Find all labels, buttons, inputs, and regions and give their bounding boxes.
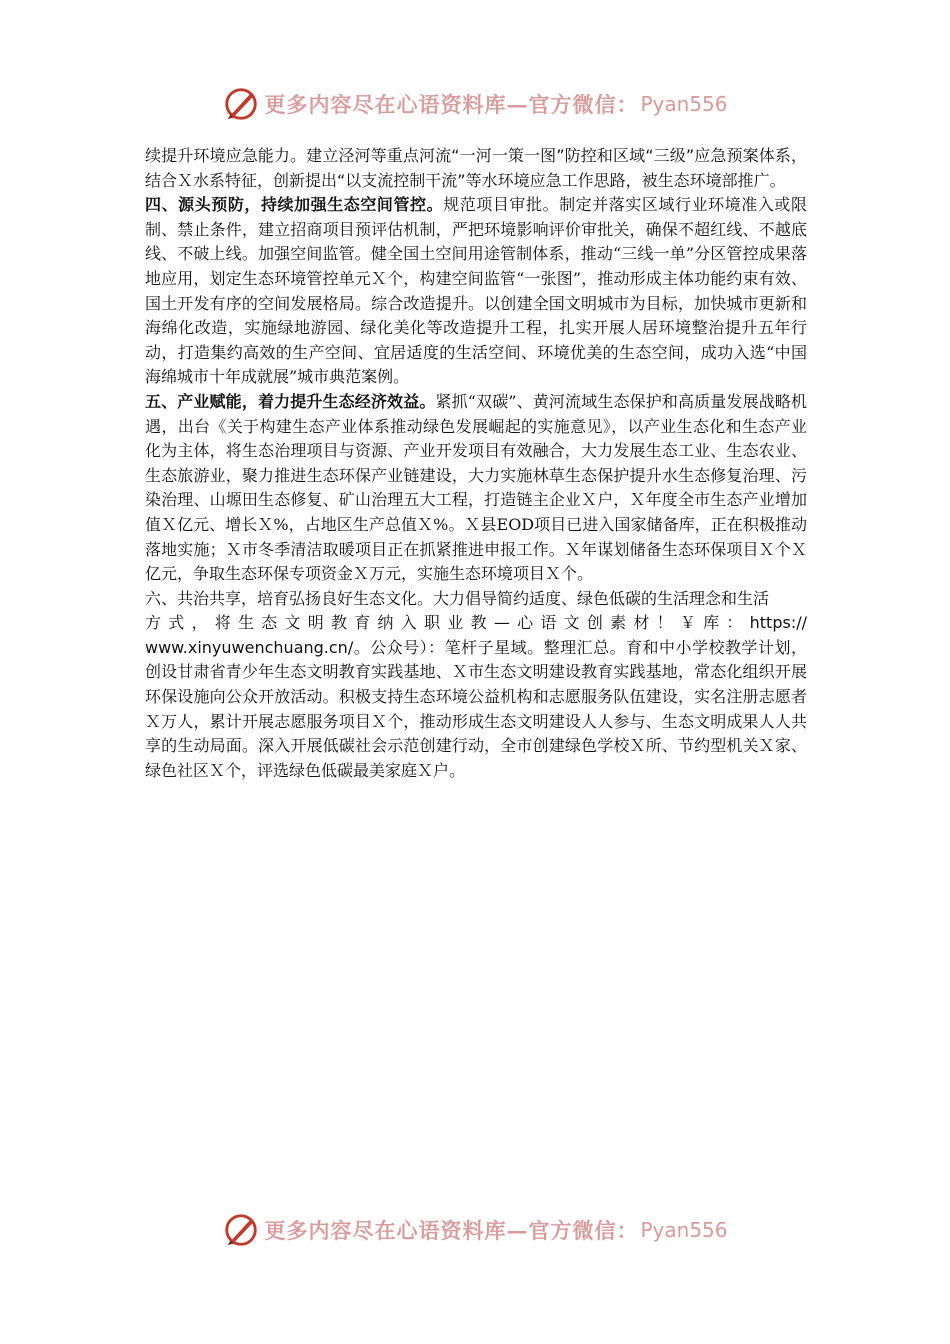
paragraph-6-line-2: 方式，将生态文明教育纳入职业教—心语文创素材！￥库：https:// [145, 613, 807, 633]
paragraph-5-body: 紧抓“双碳”、黄河流域生态保护和高质量发展战略机遇，出台《关于构建生态产业体系推动绿色发展崛起的实施意见》，以产业生态化和生态产业化为主体，将生态治理项目与资源、产业开发项目有效融合，大力发展生态工业、生态农业、生态旅游业，聚力推进生态环保产业链建设，大力实施林草生态保护提升水生态修复治理、污染治理、山塬田生态修复、矿山治理五大工程，打造链主企业Ｘ户，Ｘ年度全市生态产业增加值Ｘ亿元、增长Ｘ%，占地区生产总值Ｘ%。Ｘ县EOD项目已进入国家储备库，正在积极推动落地实施；Ｘ市冬季清洁取暖项目正在抓紧推进申报工作。Ｘ年谋划储备生态环保项目Ｘ个Ｘ亿元，争取生态环保专项资金Ｘ万元，实施生态环境项目Ｘ个。 [145, 391, 807, 584]
watermark-text: 更多内容尽在心语资料库—官方微信： [264, 92, 639, 117]
paragraph-5 [145, 390, 807, 587]
paragraph-6-rest: www.xinyuwenchuang.cn/。公众号）：笔杆子星域。整理汇总。育和中小学校教学计划，创设甘肃省青少年生态文明教育实践基地、Ｘ市生态文明建设教育实践基地，常态化组织开展环保设施向公众开放活动。积极支持生态环境公益机构和志愿服务队伍建设，实名注册志愿者Ｘ万人，累计开展志愿服务项目Ｘ个，推动形成生态文明建设人人参与、生态文明成果人人共享的生动局面。深入开展低碳社会示范创建行动，全市创建绿色学校Ｘ所、节约型机关Ｘ家、绿色社区Ｘ个，评选绿色低碳最美家庭Ｘ户。 [145, 637, 807, 780]
watermark-footer [0, 1208, 950, 1252]
pen-logo-icon [222, 85, 260, 123]
watermark-wechat-id: Pyan556 [640, 92, 728, 116]
paragraph-5-heading: 五、产业赋能，着力提升生态经济效益。 [145, 391, 436, 411]
watermark-wechat-id: Pyan556 [640, 1218, 728, 1242]
document-body [145, 144, 807, 783]
paragraph-4-heading: 四、源头预防，持续加强生态空间管控。 [145, 195, 444, 215]
paragraph-6-line-1: 六、共治共享，培育弘扬良好生态文化。大力倡导简约适度、绿色低碳的生活理念和生活 [145, 588, 770, 608]
paragraph-3-tail: 续提升环境应急能力。建立泾河等重点河流“一河一策一图”防控和区域“三级”应急预案体系，结合Ｘ水系特征，创新提出“以支流控制干流”等水环境应急工作思路，被生态环境部推广。 [145, 146, 807, 190]
pen-logo-icon [222, 1211, 260, 1249]
watermark-header [0, 82, 950, 126]
watermark-text: 更多内容尽在心语资料库—官方微信： [264, 1218, 639, 1243]
paragraph-4-body: 规范项目审批。制定并落实区域行业环境准入或限制、禁止条件，建立招商项目预评估机制，严把环境影响评价审批关，确保不超红线、不越底线、不破上线。加强空间监管。健全国土空间用途管制体系，推动“三线一单”分区管控成果落地应用，划定生态环境管控单元Ｘ个，构建空间监管“一张图”，推动形成主体功能约束有效、国土开发有序的空间发展格局。综合改造提升。以创建全国文明城市为目标，加快城市更新和海绵化改造，实施绿地游园、绿化美化等改造提升工程，扎实开展人居环境整治提升五年行动，打造集约高效的生产空间、宜居适度的生活空间、环境优美的生态空间，成功入选“中国海绵城市十年成就展”城市典范案例。 [145, 195, 807, 387]
paragraph-4 [145, 193, 807, 390]
